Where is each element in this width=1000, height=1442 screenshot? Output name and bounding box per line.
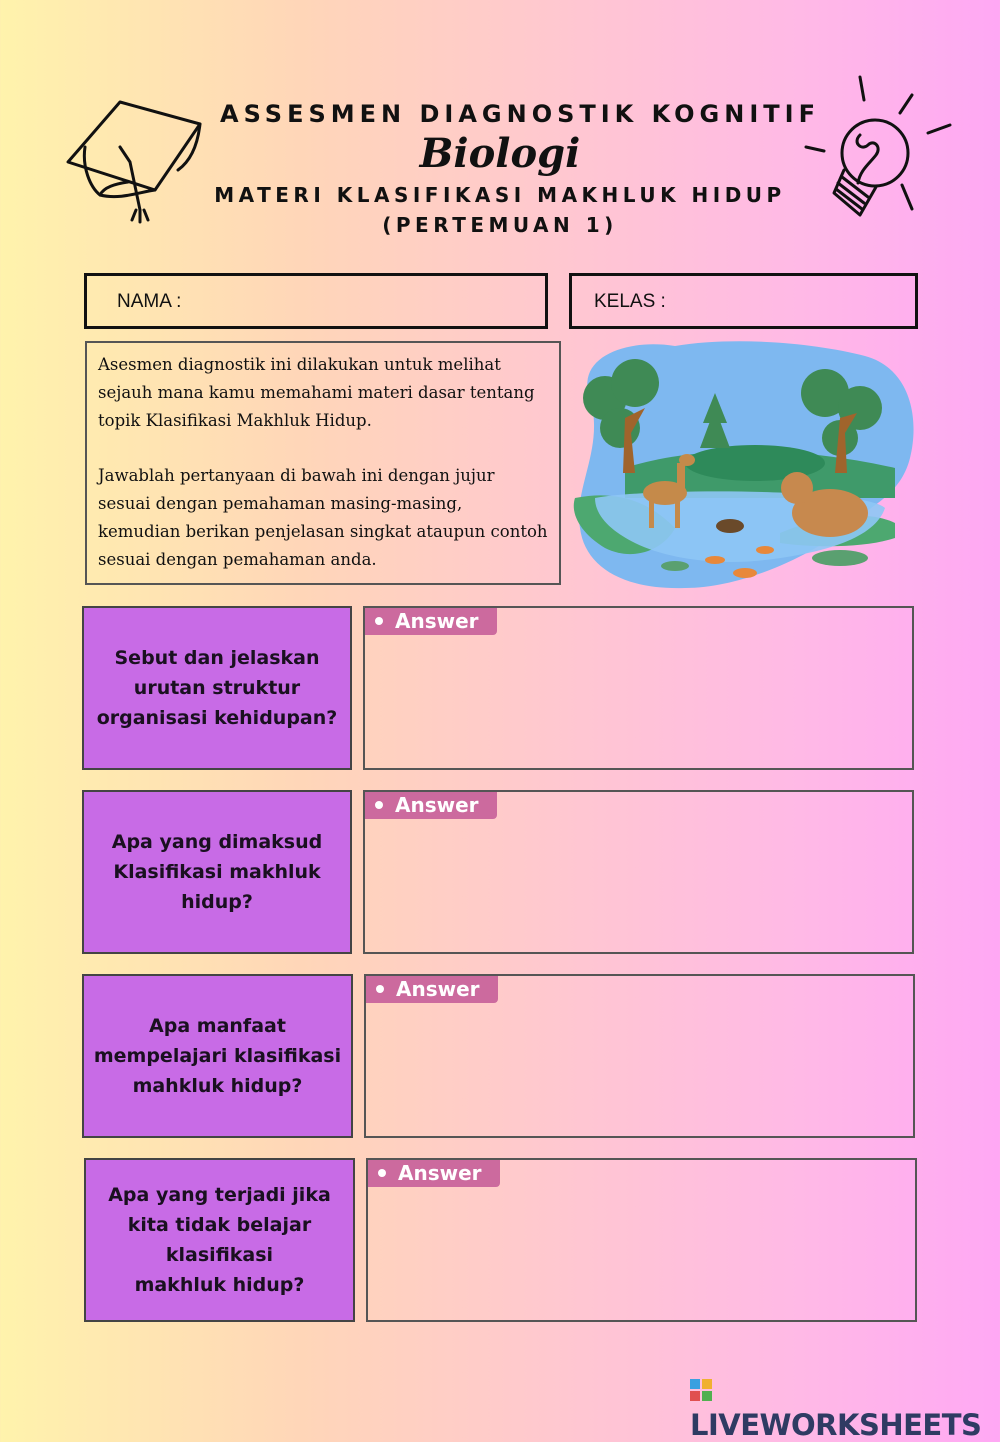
- question-text-1: Sebut dan jelaskan urutan struktur organisasi kehidupan?: [96, 647, 338, 729]
- logo-cube-icon: [690, 1379, 712, 1401]
- answer-tag-3: [366, 976, 498, 1003]
- instructions-box: [85, 341, 561, 585]
- answer-box-2[interactable]: [363, 790, 914, 954]
- answer-box-4[interactable]: [366, 1158, 917, 1322]
- answer-label-3: Answer: [396, 977, 480, 1001]
- topic-title: MATERI KLASIFIKASI MAKHLUK HIDUP: [214, 183, 786, 207]
- question-text-3: Apa manfaat mempelajari klasifikasi mahkluk hidup?: [93, 1015, 342, 1097]
- question-box-3: [82, 974, 353, 1138]
- answer-tag-2: [365, 792, 497, 819]
- answer-label-1: Answer: [395, 609, 479, 633]
- liveworksheets-logo: [690, 1374, 990, 1442]
- class-field[interactable]: [569, 273, 918, 329]
- worksheet-title: ASSESMEN DIAGNOSTIK KOGNITIF: [220, 100, 820, 128]
- answer-box-3[interactable]: [364, 974, 915, 1138]
- answer-tag-4: [368, 1160, 500, 1187]
- intro-paragraph-1: Asesmen diagnostik ini dilakukan untuk melihat sejauh mana kamu memahami materi dasar tentang topik Klasifikasi Makhluk Hidup.: [98, 355, 535, 430]
- nature-illustration: [565, 338, 925, 593]
- bullet-icon: [378, 1169, 386, 1177]
- answer-label-4: Answer: [398, 1161, 482, 1185]
- name-label: NAMA :: [117, 291, 182, 312]
- class-label: KELAS :: [594, 291, 666, 312]
- bullet-icon: [376, 985, 384, 993]
- answer-tag-1: [365, 608, 497, 635]
- question-box-4: [84, 1158, 355, 1322]
- question-box-2: [82, 790, 352, 954]
- question-text-2: Apa yang dimaksud Klasifikasi makhluk hidup?: [111, 831, 323, 913]
- answer-label-2: Answer: [395, 793, 479, 817]
- bullet-icon: [375, 617, 383, 625]
- name-field[interactable]: [84, 273, 548, 329]
- subject-title: Biologi: [419, 130, 581, 177]
- bullet-icon: [375, 801, 383, 809]
- answer-box-1[interactable]: [363, 606, 914, 770]
- question-text-4: Apa yang terjadi jika kita tidak belajar klasifikasi makhluk hidup?: [108, 1184, 331, 1296]
- brand-name: LIVEWORKSHEETS: [690, 1408, 982, 1442]
- question-box-1: [82, 606, 352, 770]
- session-label: (PERTEMUAN 1): [382, 213, 618, 237]
- intro-paragraph-2: Jawablah pertanyaan di bawah ini dengan jujur sesuai dengan pemahaman masing-masing, kemudian berikan penjelasan singkat ataupun contoh sesuai dengan pemahaman anda.: [98, 466, 548, 569]
